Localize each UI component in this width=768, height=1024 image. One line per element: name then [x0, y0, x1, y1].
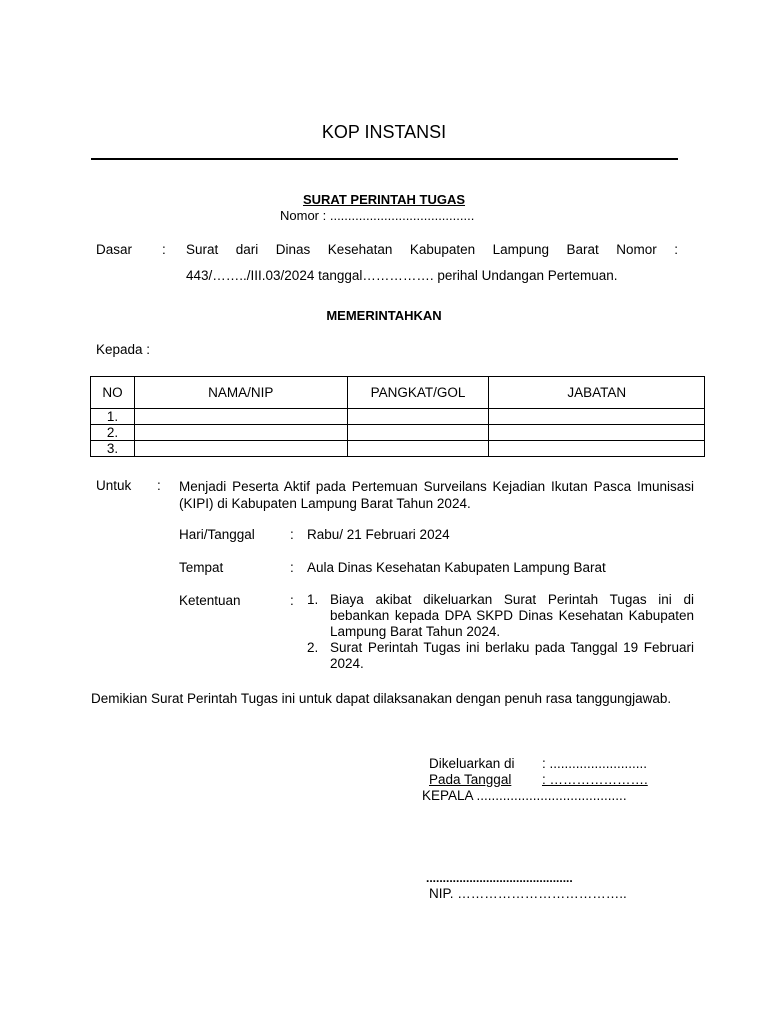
cell-jabatan: [489, 425, 705, 441]
ketentuan-text: Biaya akibat dikeluarkan Surat Perintah Tugas ini di bebankan kepada DPA SKPD Dinas Kesehatan Kabupaten Lampung Barat Tahun 2024.: [330, 592, 694, 639]
cell-jabatan: [489, 441, 705, 457]
staff-table: [90, 376, 705, 457]
header-divider: [91, 158, 678, 160]
letter-number: Nomor : ........................................: [280, 208, 475, 223]
tanggal-label: [429, 772, 527, 787]
tempat-label: Tempat: [179, 560, 224, 575]
tanggal-label-text: Pada Tanggal: [429, 772, 512, 787]
ketentuan-text: Surat Perintah Tugas ini berlaku pada Tanggal 19 Februari 2024.: [330, 640, 694, 671]
cell-no: 3.: [91, 441, 135, 457]
column-header-nama-nip: NAMA/NIP: [134, 377, 347, 409]
hari-tanggal-label: Hari/Tanggal: [179, 527, 255, 542]
table-row: [91, 441, 705, 457]
kop-instansi: KOP INSTANSI: [321, 122, 447, 142]
hari-tanggal-value: Rabu/ 21 Februari 2024: [307, 527, 450, 542]
signatory-nip: NIP. ………………………………..: [429, 886, 627, 901]
kepala-title: KEPALA ........................................: [422, 788, 627, 803]
untuk-colon: :: [157, 478, 161, 493]
column-header-pangkat-gol: PANGKAT/GOL: [347, 377, 489, 409]
tempat-colon: :: [290, 560, 294, 575]
cell-pangkat: [347, 409, 489, 425]
cell-nama: [134, 425, 347, 441]
dikeluarkan-value: : ..........................: [542, 756, 648, 771]
ketentuan-list: [307, 592, 694, 672]
dasar-text-line2: 443/……../III.03/2024 tanggal……………. perihal Undangan Pertemuan.: [186, 268, 618, 283]
untuk-label: Untuk: [96, 478, 132, 493]
cell-no: 2.: [91, 425, 135, 441]
column-header-jabatan: JABATAN: [489, 377, 705, 409]
cell-nama: [134, 409, 347, 425]
ketentuan-number: 1.: [307, 592, 319, 607]
table-header-row: [91, 377, 705, 409]
tanggal-value: : ………………….: [542, 772, 648, 787]
ketentuan-number: 2.: [307, 640, 319, 655]
dasar-label: Dasar: [96, 242, 133, 257]
kepada-label: Kepada :: [96, 342, 151, 357]
letter-title: [0, 192, 768, 207]
ketentuan-item: [307, 592, 694, 640]
cell-pangkat: [347, 441, 489, 457]
tempat-value: Aula Dinas Kesehatan Kabupaten Lampung Barat: [307, 560, 606, 575]
table-row: [91, 409, 705, 425]
memerintahkan-heading: MEMERINTAHKAN: [326, 308, 442, 323]
ketentuan-label: Ketentuan: [179, 593, 241, 608]
dikeluarkan-label: Dikeluarkan di: [429, 756, 515, 771]
cell-jabatan: [489, 409, 705, 425]
cell-pangkat: [347, 425, 489, 441]
cell-no: 1.: [91, 409, 135, 425]
hari-tanggal-colon: :: [290, 527, 294, 542]
letter-title-text: SURAT PERINTAH TUGAS: [302, 192, 466, 207]
cell-nama: [134, 441, 347, 457]
column-header-no: NO: [91, 377, 135, 409]
dasar-colon: :: [162, 242, 166, 257]
closing-paragraph: Demikian Surat Perintah Tugas ini untuk dapat dilaksanakan dengan penuh rasa tanggungjawab.: [91, 691, 672, 706]
signatory-name-line: ............................................: [426, 871, 573, 885]
table-row: [91, 425, 705, 441]
dasar-text-line1: Surat dari Dinas Kesehatan Kabupaten Lampung Barat Nomor :: [186, 242, 678, 257]
untuk-text: Menjadi Peserta Aktif pada Pertemuan Surveilans Kejadian Ikutan Pasca Imunisasi (KIPI) di Kabupaten Lampung Barat Tahun 2024.: [179, 479, 694, 511]
ketentuan-item: [307, 640, 694, 672]
ketentuan-colon: :: [290, 593, 294, 608]
